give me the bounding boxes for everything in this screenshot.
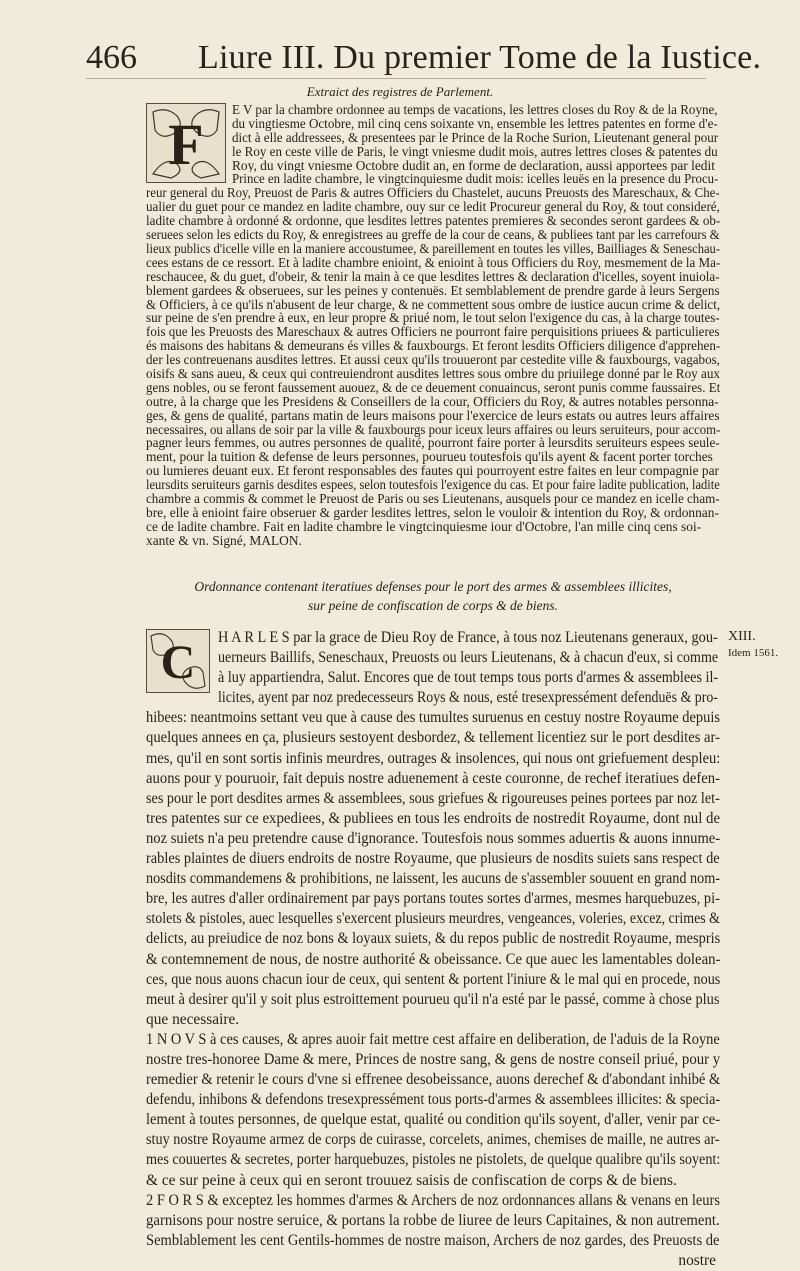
text-line: necessaires, ou allans de soir par la ville & fauxbourgs pour iceux leurs affaires ou leurs seruiteurs, pour accom- [146,421,721,437]
text-line: seruees selon les edicts du Roy, & enregistrees au greffe de la cour de ceans, & publiees tant par les carrefours & [146,227,720,243]
text-line: à luy appartiendra, Salut. Encores que de tout temps tous ports d'armes & assemblees il- [218,669,719,687]
margin-reference: Idem 1561. [728,647,779,659]
text-line: reur general du Roy, Preuost de Paris & autres Officiers du Chastelet, aucuns Preuosts des Mareschaux, & Che- [146,185,720,201]
text-line: reschaucee, & du guet, d'obeir, & tenir la main à ce que lesdites lettres & declaration d'icelles, soyent inuiola- [146,268,720,284]
text-line: mes, qu'il en sont sortis infinis meurdres, outrages & insolences, qui nous ont griefuement despleu: [146,749,721,767]
decree-paragraph-head [232,103,718,186]
text-line: ladite chambre à ordonné & ordonne, que lesdites lettres patentes premieres & secondes seront gardees & ob- [146,213,721,229]
text-line: licites, ayent par noz predecesseurs Roys & nous, esté tresexpressément defenduës & pro- [218,689,718,707]
page-header [86,38,762,78]
text-line: és maisons des habitans & demeurans és villes & fauxbourgs. Et feront lesdits Officiers diligence d'apprehen- [146,338,721,354]
text-line: chambre a commis & commet le Preuost de Paris ou ses Lieutenans, ausquels pour ce mandez en icelle cham- [146,490,720,506]
text-line: auons pour y pouruoir, fait depuis nostre aduenement à ceste couronne, de rechef iteratiues defen- [146,769,720,787]
text-line: xante & vn. Signé, MALON. [146,533,302,548]
text-line: hibees: neantmoins settant veu que à cause des tumultes suruenus en cestuy nostre Royaume depuis [146,709,720,727]
text-line: E V par la chambre ordonnee au temps de vacations, les lettres closes du Roy & de la Royne, [232,102,718,117]
text-line: stuy nostre Royaume armez de corps de cuirasse, corcelets, animes, chemises de maille, ne autres ar- [146,1131,720,1149]
text-line: uerneurs Baillifs, Seneschaux, Preuosts ou leurs Lieutenans, & à chacun d'eux, si comme [218,649,719,667]
text-line: tres patentes sur ce expediees, & publiees en tous les endroits de nostredit Royaume, dont nul de [146,809,721,827]
text-line: outre, à la charge que les Presidens & Conseillers de la cour, Officiers du Roy, & autres notables personna- [146,394,719,409]
text-line: nosdits commandemens & prohibitions, ne laissent, les aucuns de s'assembler souuent en grand nom- [146,870,720,888]
text-line: defendu, inhibons & defendons tresexpressément tous ports-d'armes & assemblees illicites: & specia- [146,1091,721,1109]
text-line: bre, elle à enioint faire obseruer & garder lesdites lettres, selon le vouloir & intention du Roy, & ordonnan- [146,505,719,520]
text-line: delicts, au preiudice de noz bons & loyaux suiets, & du repos public de nostredit Royaume, mespris [146,930,721,948]
section-subtitle: Extraict des registres de Parlement. [306,84,494,99]
text-line: que necessaire. [146,1010,240,1028]
ordinance-title-line-2: sur peine de confiscation de corps & de biens. [307,598,559,613]
text-line: bre, les autres d'aller ordinairement par pays portans toutes sortes d'armes, mesmes harquebuzes, pi- [146,890,720,908]
text-line: H A R L E S par la grace de Dieu Roy de France, à tous noz Lieutenans generaux, gou- [218,629,718,646]
text-line: 1 N O V S à ces causes, & apres auoir fait mettre cest affaire en deliberation, de l'aduis de la Royne [146,1030,720,1048]
text-line: ce de ladite chambre. Fait en ladite chambre le vingtcinquiesme iour d'Octobre, l'an mille cinq cens soi- [146,519,702,534]
text-line: rables plaintes de diuers endroits de nostre Royaume, que plusieurs de nosdits suiets sans respect de [146,850,720,868]
running-title: Liure III. Du premier Tome de la Iustice. [198,39,762,76]
text-line: remedier & retenir le cours d'vne si effrenee desobeissance, auons derechef & d'abondant inhibé & [146,1071,721,1089]
text-line: leursdits seruiteurs garnis desdites espees, selon toutesfois l'exigence du cas. Et pour faire ladite publication, ladite [146,477,720,493]
decorated-initial-f [146,103,226,183]
text-line: Roy, du vingt vniesme Octobre dudit an, en forme de declaration, aussi apportees par ledit [232,158,715,173]
text-line: sur peine de s'en prendre à eux, en leur propre & priué nom, le tout selon l'exigence du cas, à la charge toutes- [146,310,720,326]
decorated-initial-c [146,629,210,693]
text-line: pagner leurs femmes, ou autres personnes de qualité, pourront faire porter à leursdits seruiteurs espees seule- [146,435,720,451]
text-line: der les contreuenans ausdites lettres. Et aussi ceux qu'ils trouueront par cestedite ville & fauxbourgs, vagabos, [146,352,720,368]
text-line: du vingtiesme Octobre, mil cinq cens soixante vn, ensemble les lettres patentes en forme d'e- [232,115,718,131]
text-line: ualier du guet pour ce mandez en ladite chambre, ouy sur ce ledit Procureur general du Roy, & tout consideré, [146,199,720,215]
text-line: gens nobles, ou se feront faussement auouez, & de ce deuement conuaincus, seront punis comme faussaires. Et [146,379,721,395]
svg-text:C: C [160,636,196,689]
svg-text:F: F [168,112,204,177]
page-number: 466 [86,39,137,76]
text-line: & contemnement de nous, de nostre authorité & obeissance. Ce que auec les lamentables dolean- [146,950,721,968]
text-line: nostre tres-honoree Dame & mere, Princes de nostre sang, & gens de nostre conseil priué, pour y [146,1050,721,1068]
ordinance-paragraph-body [146,708,720,1271]
margin-section-number: XIII. [728,629,756,644]
text-line: & Officiers, à ce qu'ils n'abusent de leur charge, & ne commettent sous ombre de iustice aucun crime & delict, [146,296,721,312]
text-line: le Roy en ceste ville de Paris, le vingt vniesme dudit mois, autres lettres closes & patentes du [232,143,718,159]
text-line: fois que les Preuosts des Mareschaux & autres Officiers ne pourront faire perquisitions priuees & particulieres [146,324,720,340]
text-line: nostre [678,1251,716,1269]
text-line: cees estans de ce ressort. Et à ladite chambre enioint, & enioint à tous Officiers du Roy, mesmement de la Ma- [146,254,721,270]
text-line: ces, que nous auons chacun iour de ceux, qui sentent & portent l'iniure & le mal qui en procede, nous [146,970,721,988]
text-line: quelques annees en ça, plusieurs sestoyent desbordez, & tellement licentiez sur le port desdites ar- [146,729,720,747]
text-line: ou lumieres deuant eux. Et feront responsables des fautes qui pourroyent estre faites en leur compagnie par [146,464,719,479]
text-line: ges, & gens de qualité, partans matin de leurs maisons pour l'exercice de leurs estats ou autres leurs affaires [146,407,720,423]
header-rule [86,78,706,79]
text-line: stolets & pistoles, auec lesquelles s'exercent plusieurs meurdres, vengeances, voleries, excez, crimes & [146,910,721,928]
text-line: Prince en ladite chambre, le vingtcinquiesme dudit mois: icelles leuës en la presence du Procu- [232,171,719,187]
text-line: meut à desirer qu'il y soit plus estroittement pourueu qu'il n'a esté par le passé, comme à chose plus [146,990,720,1008]
ordinance-title-line-1: Ordonnance contenant iteratiues defenses pour le port des armes & assemblees illicites, [194,579,672,594]
ordinance-paragraph-head [218,628,718,708]
text-line: noz suiets n'a peu pretendre cause d'ignorance. Toutesfois nous sommes aduertis & auons innume- [146,829,721,847]
text-line: lement à toutes personnes, de quelque estat, qualité ou condition qu'ils soyent, d'aller, venir par ce- [146,1111,721,1129]
text-line: ment, pour la tuition & defense de leurs personnes, pourueu toutesfois qu'ils ayent & facent porter torches [146,450,713,465]
text-line: & ce sur peine à ceux qui en seront trouuez saisis de confiscation de corps & de biens. [146,1171,677,1189]
text-line: mes couuertes & secretes, porter harquebuzes, pistoles ne pistolets, de quelque qualibre qu'ils soyent: [146,1151,721,1169]
text-line: garnisons pour nostre seruice, & portans la robbe de liuree de leurs Capitaines, & non autrement. [146,1211,720,1229]
text-line: 2 F O R S & exceptez les hommes d'armes & Archers de noz ordonnances allans & venans en leurs [146,1191,720,1209]
text-line: ses pour le port desdites armes & assemblees, sous griefues & rigoureuses peines portees par noz let- [146,789,720,807]
decree-paragraph-body [146,186,720,547]
text-line: oisifs & sans aueu, & ceux qui contreuiendront ausdites lettres sous ombre du priuilege donné par le Roy aux [146,365,720,381]
text-line: lieux publics d'icelle ville en la maniere accoustumee, & pareillement en toutes les villes, Bailliages & Seneschau- [146,240,720,256]
text-line: Semblablement les cent Gentils-hommes de nostre maison, Archers de noz gardes, des Preuosts de [146,1231,720,1249]
text-line: dict à elle addressees, & presentees par le Prince de la Roche Surion, Lieutenant general pour [232,129,719,145]
text-line: blement gardees & obseruees, sur les peines y contenuës. Et semblablement de prendre garde à leurs Sergens [146,282,720,298]
